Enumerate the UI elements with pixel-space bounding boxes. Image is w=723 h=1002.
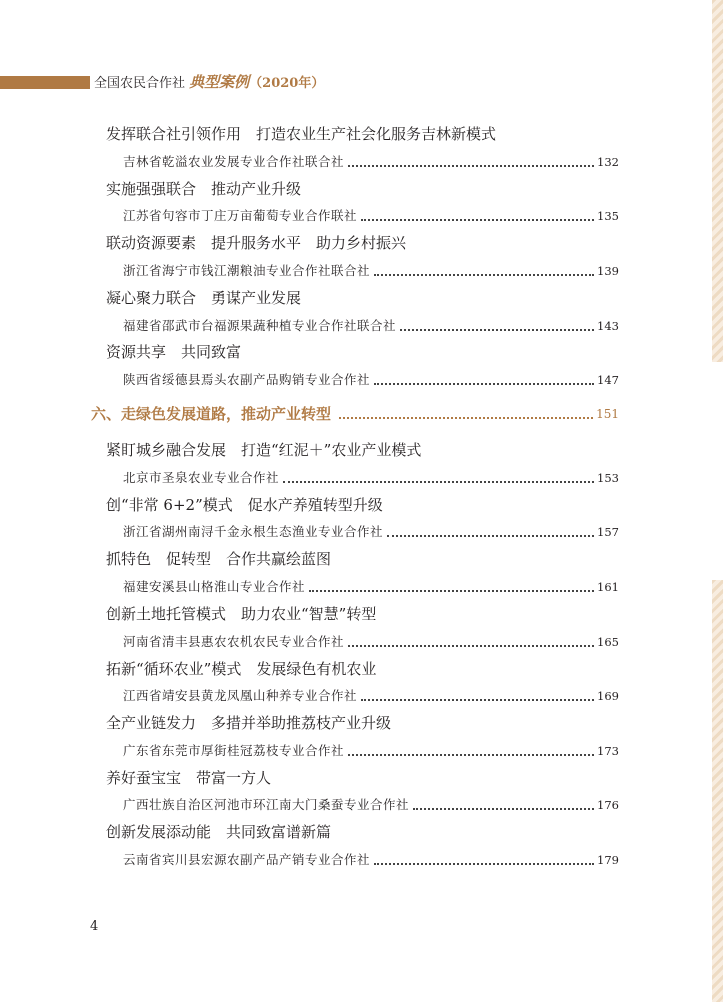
header-prefix: 全国农民合作社 xyxy=(94,76,186,91)
toc-title: 发挥联合社引领作用 打造农业生产社会化服务吉林新模式 xyxy=(106,125,497,143)
toc-title: 拓新“循环农业”模式 发展绿色有机农业 xyxy=(106,660,377,678)
toc-title: 创新发展添动能 共同致富谱新篇 xyxy=(106,823,332,841)
toc-title: 创新土地托管模式 助力农业“智慧”转型 xyxy=(106,605,377,623)
header-year: （2020年） xyxy=(249,76,325,91)
toc-entry-page: 147 xyxy=(597,373,619,387)
toc-entry[interactable] xyxy=(123,632,619,652)
toc-entry[interactable] xyxy=(123,795,619,815)
toc-title: 联动资源要素 提升服务水平 助力乡村振兴 xyxy=(106,234,407,252)
leader-dots xyxy=(374,383,594,385)
toc-entry-page: 179 xyxy=(597,853,619,867)
toc-entry-org: 吉林省乾溢农业发展专业合作社联合社 xyxy=(123,154,345,169)
page-edge-pattern-top xyxy=(712,0,723,362)
toc-entry-page: 135 xyxy=(597,209,619,223)
page-number: 4 xyxy=(90,919,99,934)
header-brand: 典型案例 xyxy=(189,73,250,91)
leader-dots xyxy=(283,481,594,483)
toc-entry-page: 153 xyxy=(597,471,619,485)
toc-entry[interactable] xyxy=(123,686,619,706)
leader-dots xyxy=(361,219,594,221)
toc-title: 全产业链发力 多措并举助推荔枝产业升级 xyxy=(106,714,392,732)
section-title: 六、走绿色发展道路，推动产业转型 xyxy=(91,405,332,423)
toc-entry[interactable] xyxy=(123,522,619,542)
leader-dots xyxy=(348,165,594,167)
toc-entry-org: 浙江省海宁市钱江潮粮油专业合作社联合社 xyxy=(123,263,371,278)
toc-title: 凝心聚力联合 勇谋产业发展 xyxy=(106,289,302,307)
toc-entry-page: 169 xyxy=(597,689,619,703)
leader-dots xyxy=(339,417,593,419)
toc-entry-org: 江西省靖安县黄龙凤凰山种养专业合作社 xyxy=(123,688,358,703)
toc-entry[interactable] xyxy=(123,261,619,281)
toc-entry-page: 176 xyxy=(597,798,619,812)
toc-title: 创“非常 6+2”模式 促水产养殖转型升级 xyxy=(106,496,383,514)
toc-entry-org: 云南省宾川县宏源农副产品产销专业合作社 xyxy=(123,852,371,867)
toc-entry-page: 173 xyxy=(597,744,619,758)
toc-entry-org: 广东省东莞市厚街桂冠荔枝专业合作社 xyxy=(123,743,345,758)
toc-entry-page: 157 xyxy=(597,525,619,539)
leader-dots xyxy=(387,535,594,537)
leader-dots xyxy=(348,645,594,647)
toc-entry-org: 浙江省湖州南浔千金永根生态渔业专业合作社 xyxy=(123,524,384,539)
toc-entry[interactable] xyxy=(123,316,619,336)
toc-entry-org: 河南省清丰县惠农农机农民专业合作社 xyxy=(123,634,345,649)
toc-entry[interactable] xyxy=(123,152,619,172)
toc-entry-page: 165 xyxy=(597,635,619,649)
leader-dots xyxy=(348,754,594,756)
toc-entry[interactable] xyxy=(123,370,619,390)
page-edge-pattern-bottom xyxy=(712,580,723,1002)
toc-title: 养好蚕宝宝 带富一方人 xyxy=(106,769,272,787)
header-accent-bar xyxy=(0,76,90,89)
toc-title: 实施强强联合 推动产业升级 xyxy=(106,180,302,198)
toc-entry[interactable] xyxy=(123,741,619,761)
running-header xyxy=(94,71,324,93)
leader-dots xyxy=(400,329,594,331)
toc-entry-org: 北京市圣泉农业专业合作社 xyxy=(123,470,280,485)
toc-title: 紧盯城乡融合发展 打造“红泥＋”农业产业模式 xyxy=(106,441,422,459)
toc-entry-page: 143 xyxy=(597,319,619,333)
leader-dots xyxy=(361,699,594,701)
toc-title: 资源共享 共同致富 xyxy=(106,343,242,361)
leader-dots xyxy=(374,863,594,865)
toc-entry-page: 132 xyxy=(597,155,619,169)
toc-entry-org: 江苏省句容市丁庄万亩葡萄专业合作联社 xyxy=(123,208,358,223)
toc-entry-org: 福建省邵武市台福源果蔬种植专业合作社联合社 xyxy=(123,318,397,333)
toc-entry-org: 陕西省绥德县焉头农副产品购销专业合作社 xyxy=(123,372,371,387)
toc-entry-page: 161 xyxy=(597,580,619,594)
toc-entry[interactable] xyxy=(123,850,619,870)
toc-entry[interactable] xyxy=(123,468,619,488)
toc-entry-org: 福建安溪县山格淮山专业合作社 xyxy=(123,579,306,594)
leader-dots xyxy=(309,590,594,592)
toc-entry[interactable] xyxy=(123,577,619,597)
toc-entry-page: 139 xyxy=(597,264,619,278)
leader-dots xyxy=(413,808,594,810)
toc-entry[interactable] xyxy=(123,206,619,226)
leader-dots xyxy=(374,274,594,276)
section-page: 151 xyxy=(596,407,619,421)
toc-entry-org: 广西壮族自治区河池市环江南大门桑蚕专业合作社 xyxy=(123,797,410,812)
toc-title: 抓特色 促转型 合作共赢绘蓝图 xyxy=(106,550,332,568)
toc-section-heading[interactable] xyxy=(91,403,619,425)
